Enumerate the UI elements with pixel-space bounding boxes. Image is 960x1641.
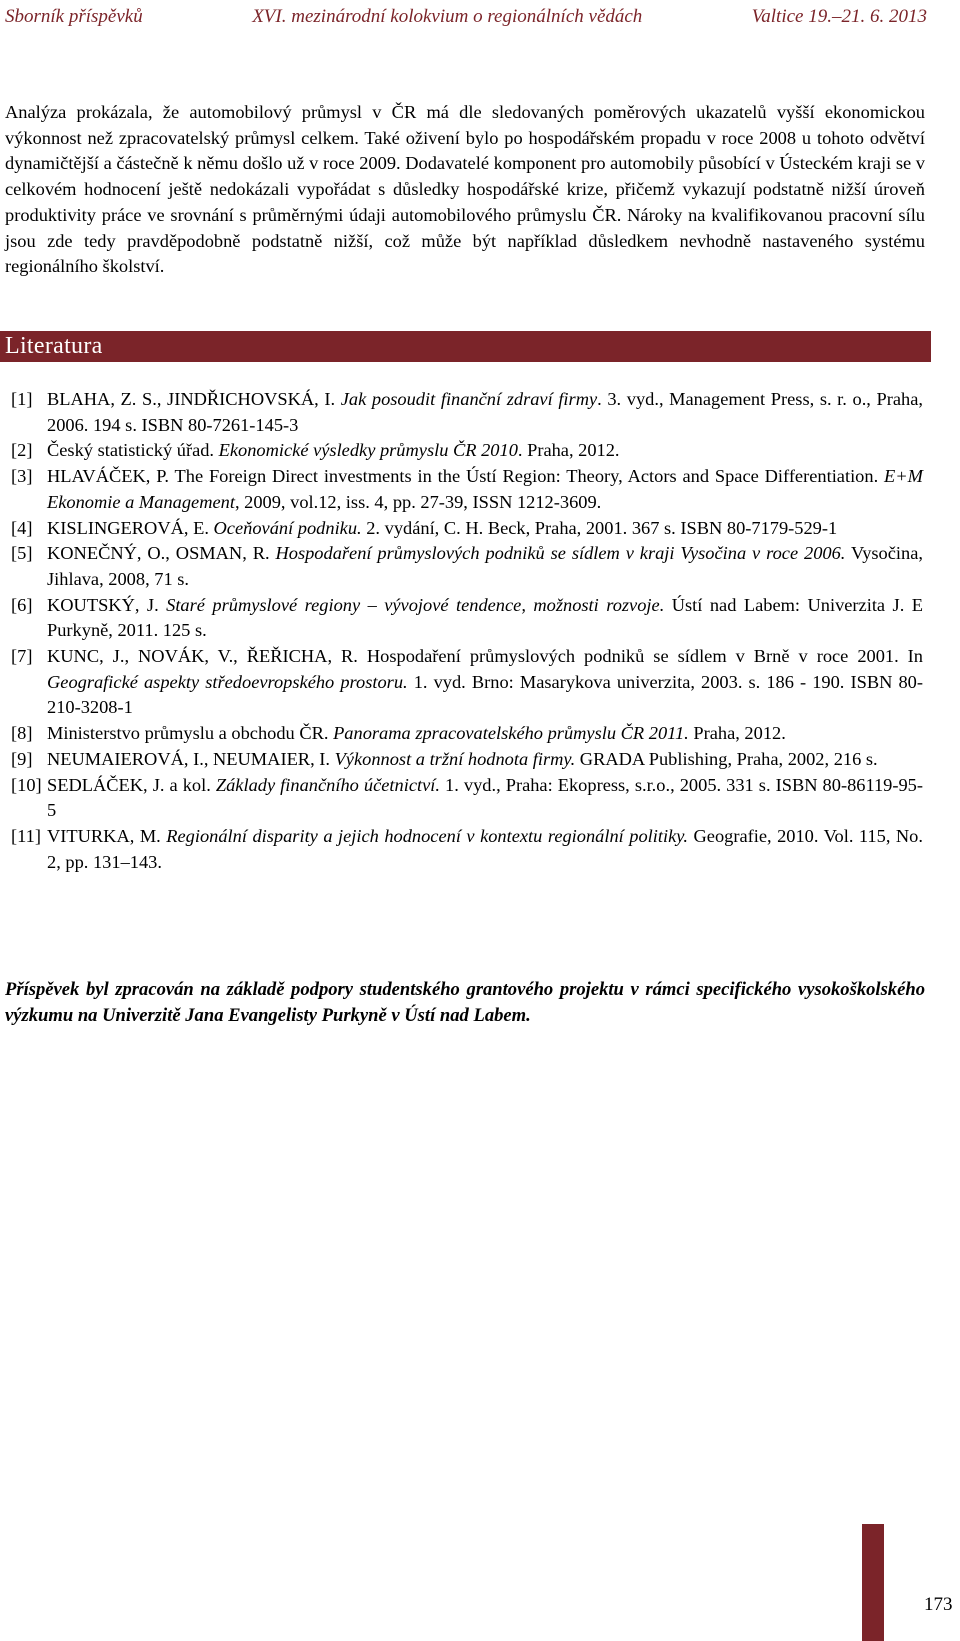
decorative-side-bar bbox=[862, 1524, 884, 1641]
reference-item bbox=[11, 773, 923, 824]
reference-text: BLAHA, Z. S., JINDŘICHOVSKÁ, I. Jak posoudit finanční zdraví firmy. 3. vyd., Management Press, s. r. o., Praha, 2006. 194 s. ISBN 80-7261-145-3 bbox=[47, 389, 923, 435]
header-right: Valtice 19.–21. 6. 2013 bbox=[751, 6, 927, 27]
literature-heading: Literatura bbox=[0, 331, 931, 362]
reference-number: [3] bbox=[11, 466, 33, 487]
reference-text: HLAVÁČEK, P. The Foreign Direct investments in the Ústí Region: Theory, Actors and Space Differentiation. E+M Ekonomie a Management, 2009, vol.12, iss. 4, pp. 27-39, ISSN 1212-3609. bbox=[47, 466, 923, 512]
reference-text: KUNC, J., NOVÁK, V., ŘEŘICHA, R. Hospodaření průmyslových podniků se sídlem v Brně v roce 2001. In Geografické aspekty středoevropského prostoru. 1. vyd. Brno: Masarykova univerzita, 2003. s. 186 - 190. ISBN 80-210-3208-1 bbox=[47, 646, 923, 718]
reference-number: [6] bbox=[11, 594, 33, 615]
reference-item bbox=[11, 464, 923, 515]
reference-item bbox=[11, 516, 923, 542]
reference-list bbox=[11, 387, 923, 875]
reference-text: NEUMAIEROVÁ, I., NEUMAIER, I. Výkonnost a tržní hodnota firmy. GRADA Publishing, Praha, 2002, 216 s. bbox=[47, 748, 878, 769]
reference-number: [4] bbox=[11, 517, 33, 538]
reference-text: Ministerstvo průmyslu a obchodu ČR. Panorama zpracovatelského průmyslu ČR 2011. Praha, 2012. bbox=[47, 723, 786, 744]
intro-paragraph: Analýza prokázala, že automobilový průmysl v ČR má dle sledovaných poměrových ukazatelů vyšší ekonomickou výkonnost než zpracovatelský průmysl celkem. Také oživení bylo po hospodářském propadu v roce 2008 u tohoto odvětví dynamičtější a částečně k němu došlo už v roce 2009. Dodavatelé komponent pro automobily působící v Ústeckém kraji se v celkovém hodnocení ještě nedokázali vypořádat s důsledky hospodářské krize, přičemž vykazují podstatně nižší úroveň produktivity práce ve srovnání s průměrnými údaji automobilového průmyslu ČR. Nároky na kvalifikovanou pracovní sílu jsou zde tedy pravděpodobně podstatně nižší, což může být například důsledkem nevhodně nastaveného systému regionálního školství. bbox=[5, 102, 925, 277]
running-header bbox=[5, 4, 927, 30]
reference-text: Český statistický úřad. Ekonomické výsledky průmyslu ČR 2010. Praha, 2012. bbox=[47, 440, 620, 461]
reference-item bbox=[11, 644, 923, 721]
reference-number: [2] bbox=[11, 440, 33, 461]
acknowledgement: Příspěvek byl zpracován na základě podpory studentského grantového projektu v rámci specifického vysokoškolského výzkumu na Univerzitě Jana Evangelisty Purkyně v Ústí nad Labem. bbox=[5, 979, 925, 1026]
reference-number: [7] bbox=[11, 646, 33, 667]
reference-number: [1] bbox=[11, 389, 33, 409]
reference-number: [5] bbox=[11, 543, 33, 564]
page-number: 173 bbox=[924, 1594, 953, 1615]
reference-number: [8] bbox=[11, 723, 33, 744]
reference-item bbox=[11, 593, 923, 644]
reference-item bbox=[11, 824, 923, 875]
reference-item bbox=[11, 747, 923, 773]
reference-item bbox=[11, 438, 923, 464]
reference-number: [10] bbox=[11, 774, 42, 795]
header-center: XVI. mezinárodní kolokvium o regionálních vědách bbox=[252, 6, 643, 27]
header-left: Sborník příspěvků bbox=[5, 6, 143, 27]
reference-item bbox=[11, 541, 923, 592]
reference-text: KONEČNÝ, O., OSMAN, R. Hospodaření průmyslových podniků se sídlem v kraji Vysočina v roce 2006. Vysočina, Jihlava, 2008, 71 s. bbox=[47, 543, 923, 589]
reference-number: [11] bbox=[11, 825, 41, 846]
reference-text: SEDLÁČEK, J. a kol. Základy finančního účetnictví. 1. vyd., Praha: Ekopress, s.r.o., 2005. 331 s. ISBN 80-86119-95-5 bbox=[47, 774, 924, 821]
reference-text: VITURKA, M. Regionální disparity a jejich hodnocení v kontextu regionální politiky. Geografie, 2010. Vol. 115, No. 2, pp. 131–143. bbox=[47, 825, 923, 872]
reference-item bbox=[11, 387, 923, 438]
reference-item bbox=[11, 721, 923, 747]
reference-text: KOUTSKÝ, J. Staré průmyslové regiony – vývojové tendence, možnosti rozvoje. Ústí nad Labem: Univerzita J. E Purkyně, 2011. 125 s. bbox=[47, 594, 923, 641]
reference-number: [9] bbox=[11, 748, 33, 769]
reference-text: KISLINGEROVÁ, E. Oceňování podniku. 2. vydání, C. H. Beck, Praha, 2001. 367 s. ISBN 80-7179-529-1 bbox=[47, 517, 838, 538]
